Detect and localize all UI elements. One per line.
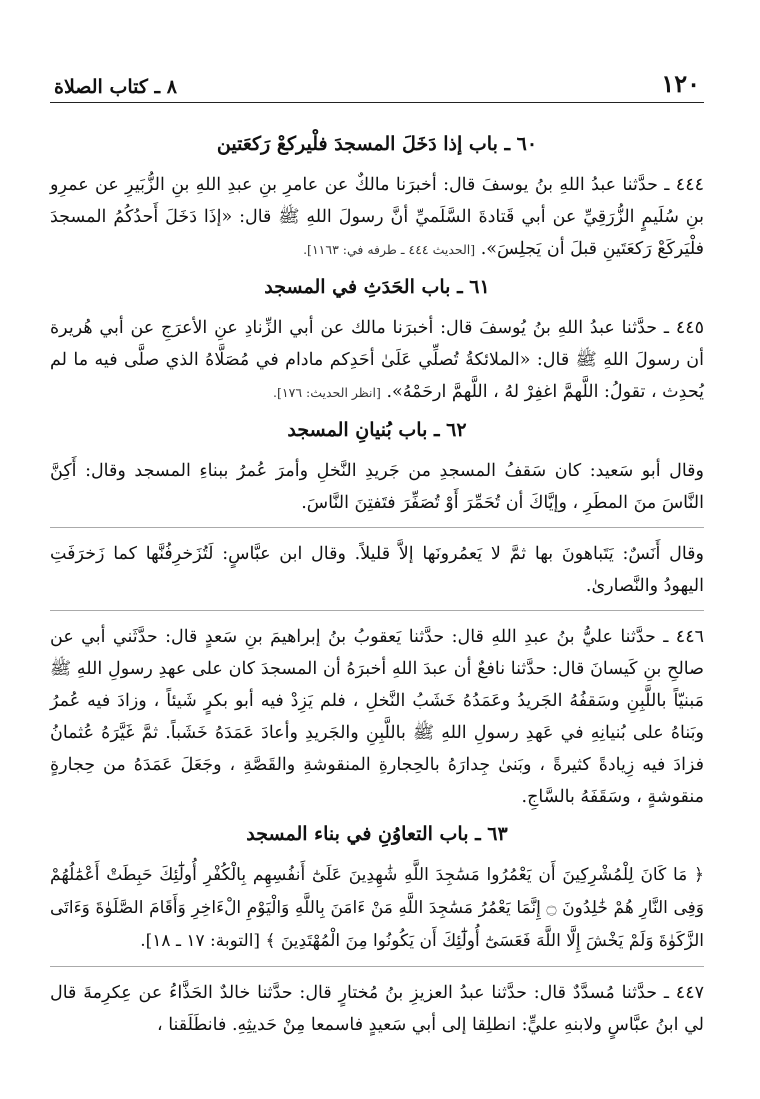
narration-anas: وقال أَنَسٌ: يَتَباهونَ بها ثمَّ لا يَعمُرونَها إلاَّ قليلاً. وقال ابن عبَّاسٍ: لَتُزَخرِفُنَّها كما زَخرَفَتِ اليهودُ والنَّصارىٰ. [50, 544, 704, 596]
running-title: ٨ ـ كتاب الصلاة [54, 76, 177, 98]
divider [50, 527, 704, 528]
page-number: ١٢٠ [661, 69, 700, 98]
hadith-text: ٤٤٤ ـ حدَّثنا عبدُ اللهِ بنُ يوسفَ قال: أخبرَنا مالكٌ عن عامرِ بنِ عبدِ اللهِ بنِ الزُّبَيرِ عن عمرِو بنِ سُلَيمٍ الزُّرَقِيِّ عن أبي قَتادةَ السَّلَميِّ أنَّ رسولَ اللهِ ﷺ قال: «إذَا دَخَلَ أَحدُكُمُ المسجدَ فلْيَركَعْ رَكعَتَينِ قبلَ أن يَجلِسَ». [50, 175, 704, 259]
page-header [50, 58, 704, 103]
hadith-447: ٤٤٧ ـ حدَّثنا مُسدَّدٌ قال: حدَّثنا عبدُ العزيزِ بنُ مُختارٍ قال: حدَّثنا خالدٌ الحَذَّاءُ عن عِكرِمةَ قال لي ابنُ عبَّاسٍ ولابنهِ عليٍّ: انطلِقا إلى أبي سَعيدٍ فاسمعا مِنْ حَديثِهِ. فانطَلَقنا ، [50, 983, 704, 1035]
hadith-444 [50, 169, 704, 266]
quran-text: ﴿ مَا كَانَ لِلْمُشْرِكِينَ أَن يَعْمُرُوا مَسَٰجِدَ اللَّهِ شَٰهِدِينَ عَلَىٰٓ أَنفُسِهِم بِالْكُفْرِ أُولَٰٓئِكَ حَبِطَتْ أَعْمَٰلُهُمْ وَفِى النَّارِ هُمْ خَٰلِدُونَ ۝ إِنَّمَا يَعْمُرُ مَسَٰجِدَ اللَّهِ مَنْ ءَامَنَ بِاللَّهِ وَالْيَوْمِ الْءَاخِرِ وَأَقَامَ الصَّلَوٰةَ وَءَاتَى الزَّكَوٰةَ وَلَمْ يَخْشَ إِلَّا اللَّهَ فَعَسَىٰٓ أُولَٰٓئِكَ أَن يَكُونُوا مِنَ الْمُهْتَدِينَ ﴾ [50, 865, 704, 951]
quran-verse [50, 859, 704, 958]
narration-abu-said: وقال أبو سَعيد: كان سَقفُ المسجدِ من جَريدِ النَّخلِ وأمرَ عُمرُ ببناءِ المسجد وقال: أَكِنَّ النَّاسَ منَ المطَرِ ، وإيَّاكَ أن تُحَمِّرَ أَوْ تُصَفِّرَ فتَفتِنَ النَّاسَ. [50, 461, 704, 513]
hadith-reference: [انظر الحديث: ١٧٦]. [273, 385, 381, 400]
hadith-reference: [الحديث ٤٤٤ ـ طرفه في: ١١٦٣]. [303, 242, 476, 257]
hadith-text: ٤٤٥ ـ حدَّثنا عبدُ اللهِ بنُ يُوسفَ قال: أخبرَنا مالك عن أبي الزِّنادِ عنِ الأعرَجِ عن أبي هُريرة أن رسولَ اللهِ ﷺ قال: «الملائكةُ تُصلِّي عَلَىٰ أحَدِكم مادام في مُصَلَّاهُ الذي صلَّى فيه ما لم يُحدِث ، تقولُ: اللَّهمَّ اغفِرْ لهُ ، اللَّهمَّ ارحَمْهُ». [50, 318, 705, 402]
chapter-heading-60: ٦٠ ـ باب إذا دَخَلَ المسجدَ فلْيركعْ رَكعَتين [216, 133, 538, 155]
hadith-445 [50, 312, 704, 409]
chapter-heading-61: ٦١ ـ باب الحَدَثِ في المسجد [264, 276, 490, 298]
divider [50, 610, 704, 611]
chapter-heading-62: ٦٢ ـ باب بُنيانِ المسجد [287, 419, 467, 441]
chapter-heading-63: ٦٣ ـ باب التعاوُنِ في بناء المسجد [246, 823, 508, 845]
quran-reference: [التوبة: ١٧ ـ ١٨]. [140, 931, 261, 951]
divider [50, 966, 704, 967]
hadith-446: ٤٤٦ ـ حدَّثنا عليُّ بنُ عبدِ اللهِ قال: حدَّثنا يَعقوبُ بنُ إبراهيمَ بنِ سَعدٍ قال: حدَّثَني أبي عن صالحِ بنِ كَيسانَ قال: حدَّثنا نافعٌ أن عبدَ اللهِ أخبرَهُ أن المسجدَ كان على عهدِ رسولِ اللهِ ﷺ مَبنيّاً باللَّبِنِ وسَقفُهُ الجَريدُ وعَمَدُهُ خَشَبُ النَّخلِ ، فلم يَزِدْ فيه أبو بكرٍ شَيئاً ، وزادَ فيه عُمرُ وبَناهُ على بُنيانِهِ في عَهدِ رسولِ اللهِ ﷺ باللَّبِنِ والجَريدِ وأعادَ عَمَدَهُ خَشَباً. ثمَّ غَيَّرَهُ عُثمانُ فزادَ فيه زِيادةً كثيرةً ، وبَنىٰ جِدارَهُ بالحِجارةِ المنقوشةِ والقَصَّةِ ، وجَعَلَ عَمَدَهُ من حِجارةٍ منقوشةٍ ، وسَقَفَهُ بالسَّاجِ. [50, 627, 704, 807]
page-content [50, 129, 704, 1041]
